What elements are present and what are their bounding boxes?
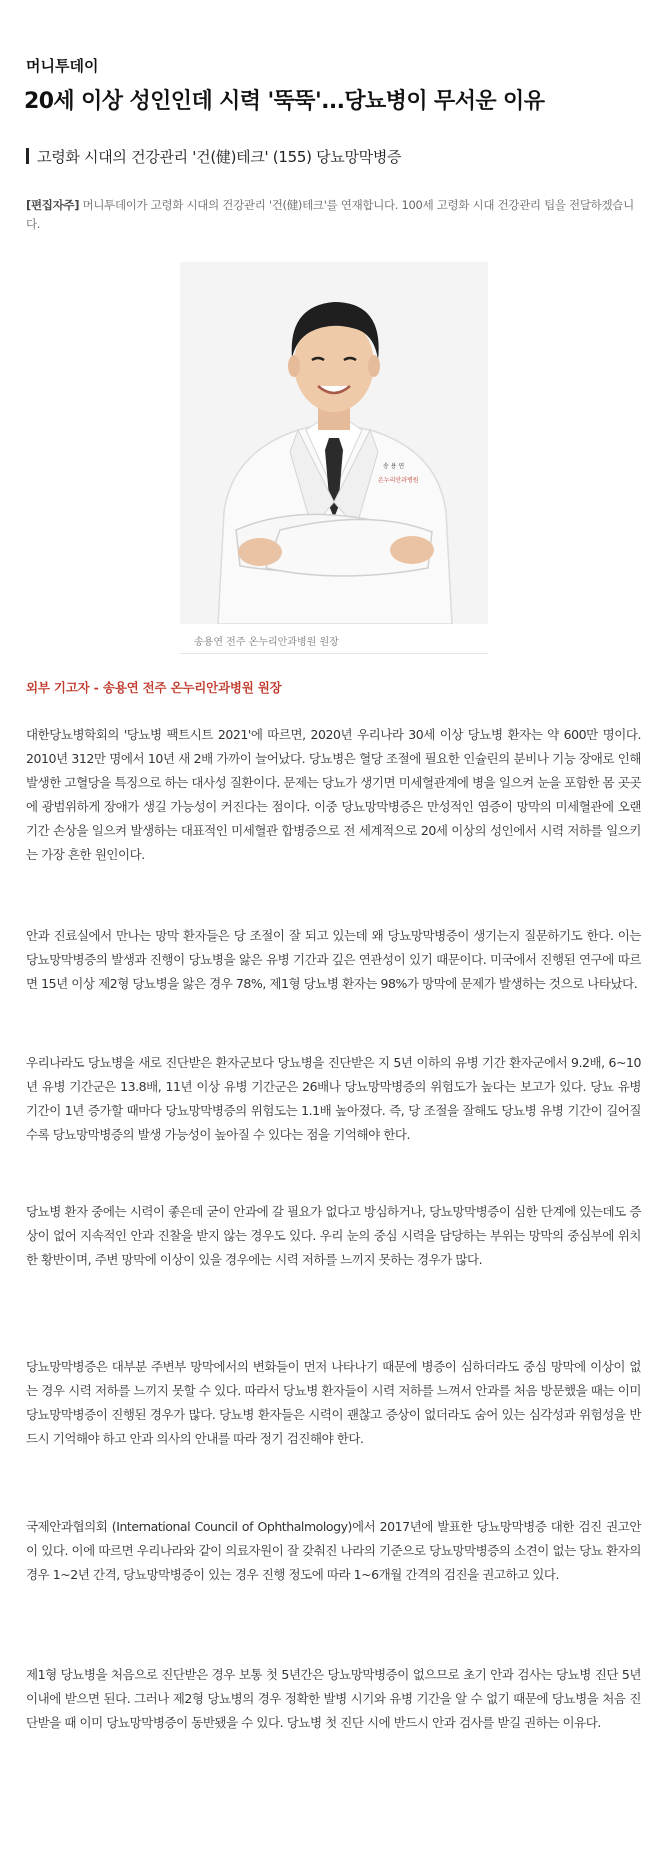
author-byline: 외부 기고자 - 송용연 전주 온누리안과병원 원장 <box>26 680 282 695</box>
editor-note <box>26 196 641 234</box>
coat-name-tag: 송 용 연 <box>383 463 405 470</box>
body-paragraph-4: 당뇨병 환자 중에는 시력이 좋은데 굳이 안과에 갈 필요가 없다고 방심하거나, 당뇨망막병증이 심한 단계에 있는데도 증상이 없어 지속적인 안과 진찰을 받지 않는 경우도 있다. 우리 눈의 중심 시력을 담당하는 부위는 망막의 중심부에 위치한 황반이며, 주변 망막에 이상이 있을 경우에는 시력 저하를 느끼지 못하는 경우가 많다. <box>26 1204 641 1267</box>
body-paragraph-3: 우리나라도 당뇨병을 새로 진단받은 환자군보다 당뇨병을 진단받은 지 5년 이하의 유병 기간 환자군에서 9.2배, 6~10년 유병 기간군은 13.8배, 11년 이상 유병 기간군은 26배나 당뇨망막병증의 위험도가 높다는 보고가 있다. 당뇨 유병 기간이 1년 증가할 때마다 당뇨망막병증의 위험도는 1.1배 높아졌다. 즉, 당 조절을 잘해도 당뇨병 유병 기간이 길어질수록 당뇨망막병증의 발생 가능성이 높아질 수 있다는 점을 기억해야 한다. <box>26 1055 641 1142</box>
body-paragraph-6: 국제안과협의회 (International Council of Ophthalmology)에서 2017년에 발표한 당뇨망막병증 대한 검진 권고안이 있다. 이에 따르면 우리나라와 같이 의료자원이 잘 갖춰진 나라의 기준으로 당뇨망막병증의 소견이 없는 당뇨 환자의 경우 1~2년 간격, 당뇨망막병증이 있는 경우 진행 정도에 따라 1~6개월 간격의 검진을 권고하고 있다. <box>26 1519 641 1582</box>
body-paragraph-5: 당뇨망막병증은 대부분 주변부 망막에서의 변화들이 먼저 나타나기 때문에 병증이 심하더라도 중심 망막에 이상이 없는 경우 시력 저하를 느끼지 못할 수 있다. 따라서 당뇨병 환자들이 시력 저하를 느껴서 안과를 처음 방문했을 때는 이미 당뇨망막병증이 진행된 경우가 많다. 당뇨병 환자들은 시력이 괜찮고 증상이 없더라도 숨어 있는 심각성과 위험성을 반드시 기억해야 하고 안과 의사의 안내를 따라 정기 검진해야 한다. <box>26 1359 641 1446</box>
coat-hospital-tag: 온누리안과병원 <box>378 477 419 484</box>
doctor-photo[interactable] <box>180 262 488 624</box>
doctor-portrait-illustration <box>180 262 488 624</box>
article-figure <box>180 262 488 654</box>
subtitle-bar <box>26 148 29 164</box>
photo-caption: 송용연 전주 온누리안과병원 원장 <box>180 624 488 654</box>
subtitle-text: 고령화 시대의 건강관리 '건(健)테크' (155) 당뇨망막병증 <box>37 148 402 166</box>
body-paragraph-2: 안과 진료실에서 만나는 망막 환자들은 당 조절이 잘 되고 있는데 왜 당뇨망막병증이 생기는지 질문하기도 한다. 이는 당뇨망막병증의 발생과 진행이 당뇨병을 앓은 유병 기간과 깊은 연관성이 있기 때문이다. 미국에서 진행된 연구에 따르면 15년 이상 제2형 당뇨병을 앓은 경우 78%, 제1형 당뇨병 환자는 98%가 망막에 문제가 발생하는 것으로 나타났다. <box>26 928 641 991</box>
publisher-name: 머니투데이 <box>26 57 99 75</box>
body-paragraph-1: 대한당뇨병학회의 '당뇨병 팩트시트 2021'에 따르면, 2020년 우리나라 30세 이상 당뇨병 환자는 약 600만 명이다. 2010년 312만 명에서 10년 새 2배 가까이 늘어났다. 당뇨병은 혈당 조절에 필요한 인슐린의 분비나 기능 장애로 인해 발생한 고혈당을 특징으로 하는 대사성 질환이다. 문제는 당뇨가 생기면 미세혈관계에 병을 일으켜 눈을 포함한 몸 곳곳에 광범위하게 장애가 생길 가능성이 커진다는 점이다. 이중 당뇨망막병증은 만성적인 염증이 망막의 미세혈관에 오랜 기간 손상을 일으켜 발생하는 대표적인 미세혈관 합병증으로 전 세계적으로 20세 이상의 성인에서 시력 저하를 일으키는 가장 흔한 원인이다. <box>26 727 641 862</box>
body-paragraph-7: 제1형 당뇨병을 처음으로 진단받은 경우 보통 첫 5년간은 당뇨망막병증이 없으므로 초기 안과 검사는 당뇨병 진단 5년 이내에 받으면 된다. 그러나 제2형 당뇨병의 경우 정확한 발병 시기와 유병 기간을 알 수 없기 때문에 당뇨병을 처음 진단받을 때 이미 당뇨망막병증이 동반됐을 수 있다. 당뇨병 첫 진단 시에 반드시 안과 검사를 받길 권하는 이유다. <box>26 1667 641 1730</box>
editor-note-tag: [편집자주] <box>26 198 80 212</box>
article-subtitle <box>26 146 401 167</box>
article-headline: 20세 이상 성인인데 시력 '뚝뚝'...당뇨병이 무서운 이유 <box>24 89 545 114</box>
editor-note-text: 머니투데이가 고령화 시대의 건강관리 '건(健)테크'를 연재합니다. 100세 고령화 시대 건강관리 팁을 전달하겠습니다. <box>26 198 634 231</box>
